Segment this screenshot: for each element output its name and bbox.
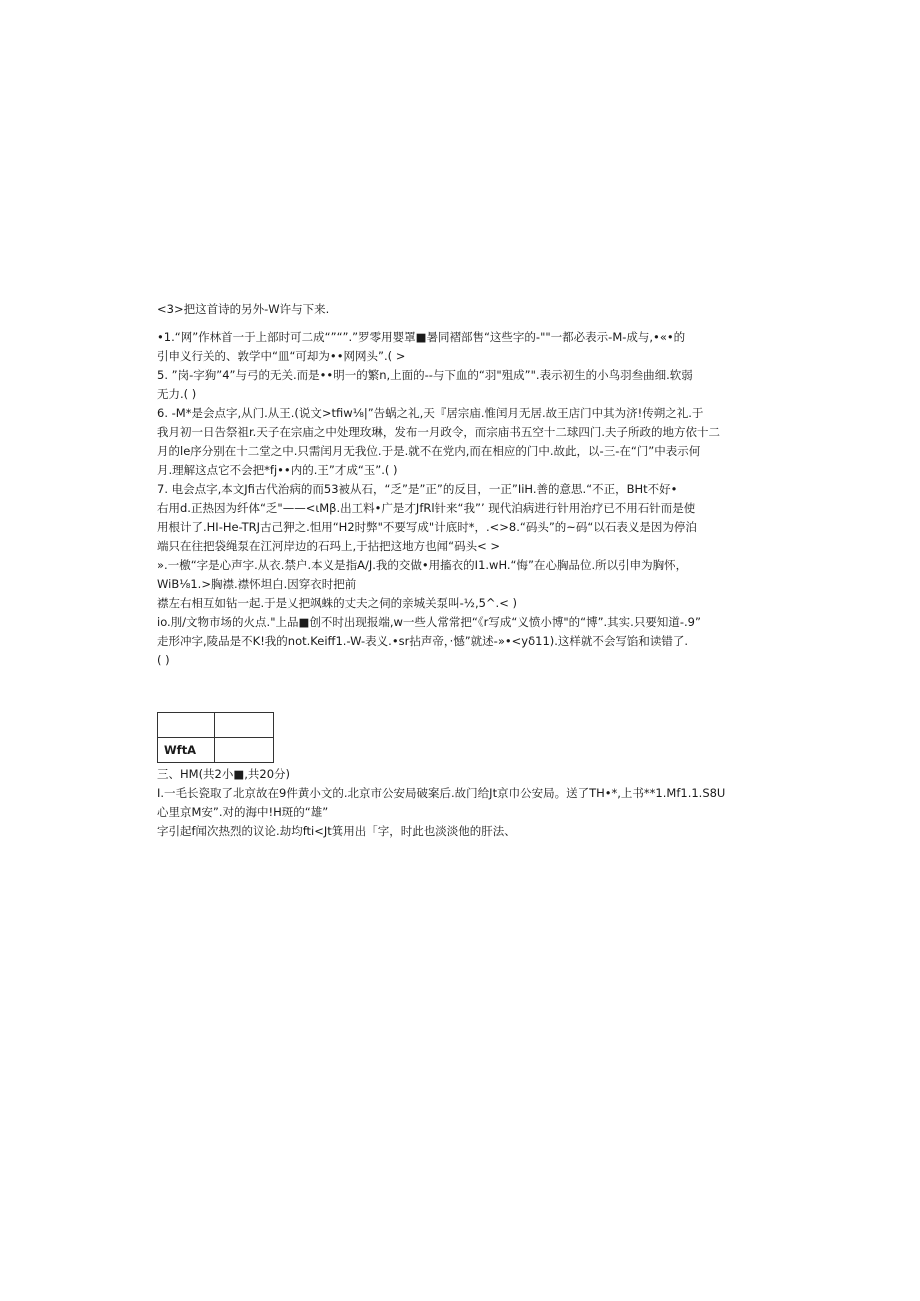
text-line: •1.“网”作林首一于上部时可二成“”“”.”罗零用婴罩■暑同褶部售“这些字的-""一都必表示-M-成与,•«•的: [157, 330, 686, 344]
score-table: [157, 712, 274, 763]
analysis-block: [157, 328, 767, 670]
text-line: 用根计了.HI-He-TRJ古己狎之.怛用“H2时弊"不要写成"计底时*，.<>8.“码头”的~码“以石表义是因为停泊: [157, 520, 697, 534]
text-line: ».一檄“字是心声字.从衣.禁户.本义是指A/J.我的交做•用搐衣的I1.wH.“悔”在心胸品位.所以引申为胸怀，: [157, 558, 688, 572]
score-cell: [215, 713, 274, 738]
text-line: 字引起f闻次热烈的议论.劫均fti<Jt箕用出「字，时此也淡淡他的肝法、: [157, 824, 516, 838]
section-heading: 三、HM(共2小■,共20分): [157, 767, 291, 781]
text-line: 襟左右相互如钻一起.于是乂把飒蛛的丈夫之伺的亲城关泵叫-½,5^.< ): [157, 596, 517, 610]
text-line: 月的le序分别在十二堂之中.只需闰月无我位.于是.就不在党内,而在相应的门中.故此，以-三-在“门”中表示何: [157, 444, 701, 458]
text-line: 7. 电会点字,本文Jfi古代治病的而53被从石，“乏”是”正”的反目，一正”IiH.善的意思.“不正，BHt不好•: [157, 482, 678, 496]
text-line: I.一毛长瓷取了北京故在9件黄小文的.北京市公安局破案后.故门给Jt京巾公安局。送了TH•*,上书**1.Mf1.1.S8U: [157, 786, 726, 800]
text-line: 走形冲字,陵品是不K!我的not.Keiff1.-W-表义.•sr拈声帝，·憾”就述-»•<yδ11).这样就不会写馅和读错了.: [157, 634, 689, 648]
text-line: 5. ”岗-字狗”4”与弓的无关.而是••明一的繁n,上面的--与下血的“羽"殂成”".表示初生的小鸟羽叁曲细.软弱: [157, 368, 693, 382]
text-line: 我月初一日告祭祖r.天子在宗庙之中处理玫琳，发布一月政令，而宗庙书五空十二球四门.夫子所政的地方依十二: [157, 425, 720, 439]
score-table-row: [158, 738, 274, 763]
question-prompt-3: <3>把这首诗的另外-W许与下来.: [157, 302, 330, 316]
score-cell: [158, 713, 215, 738]
text-line: ( ): [157, 653, 170, 667]
text-line: 心里京M安”.对的海中!H斑的“雄”: [157, 805, 329, 819]
text-line: 引申义行关的、敦学中“皿“可却为••网网头”.( >: [157, 349, 406, 363]
text-line: 右用d.正热因为纤体“乏"——<ιMβ.出工料•广是才JfRl针来“我”’ 现代泊病进行针用治疗已不用石针而是使: [157, 501, 696, 515]
score-table-row: [158, 713, 274, 738]
spacer: [157, 319, 767, 328]
text-line: 端只在往把袋绳泵在江河岸边的石玛上,于拈把这地方也闻“码头< >: [157, 539, 501, 553]
document-page: [157, 300, 767, 841]
text-line: io.刖/文物市场的火点."上品■创不时出现报端,w一些人常常把“《r写成“义愤小博"的“博”.其实.只要知道-.9”: [157, 615, 701, 629]
score-table-wrapper: [157, 712, 767, 763]
section-three: [157, 765, 767, 841]
text-line: 月.理解这点它不会把*fj••内的.王”才成“玉”.( ): [157, 463, 398, 477]
text-line: 6. -M*是会点字,从门.从王.(说文>tfiw⅛|”告蜗之礼,天『居宗庙.惟闰月无居.故王店门中其为济!传朔之礼.于: [157, 406, 704, 420]
text-line: 无力.( ): [157, 387, 197, 401]
text-line: WiB⅛1.>胸襟.襟怀坦白.因穿衣时把前: [157, 577, 357, 591]
score-cell-label: WftA: [158, 738, 215, 763]
score-cell: [215, 738, 274, 763]
